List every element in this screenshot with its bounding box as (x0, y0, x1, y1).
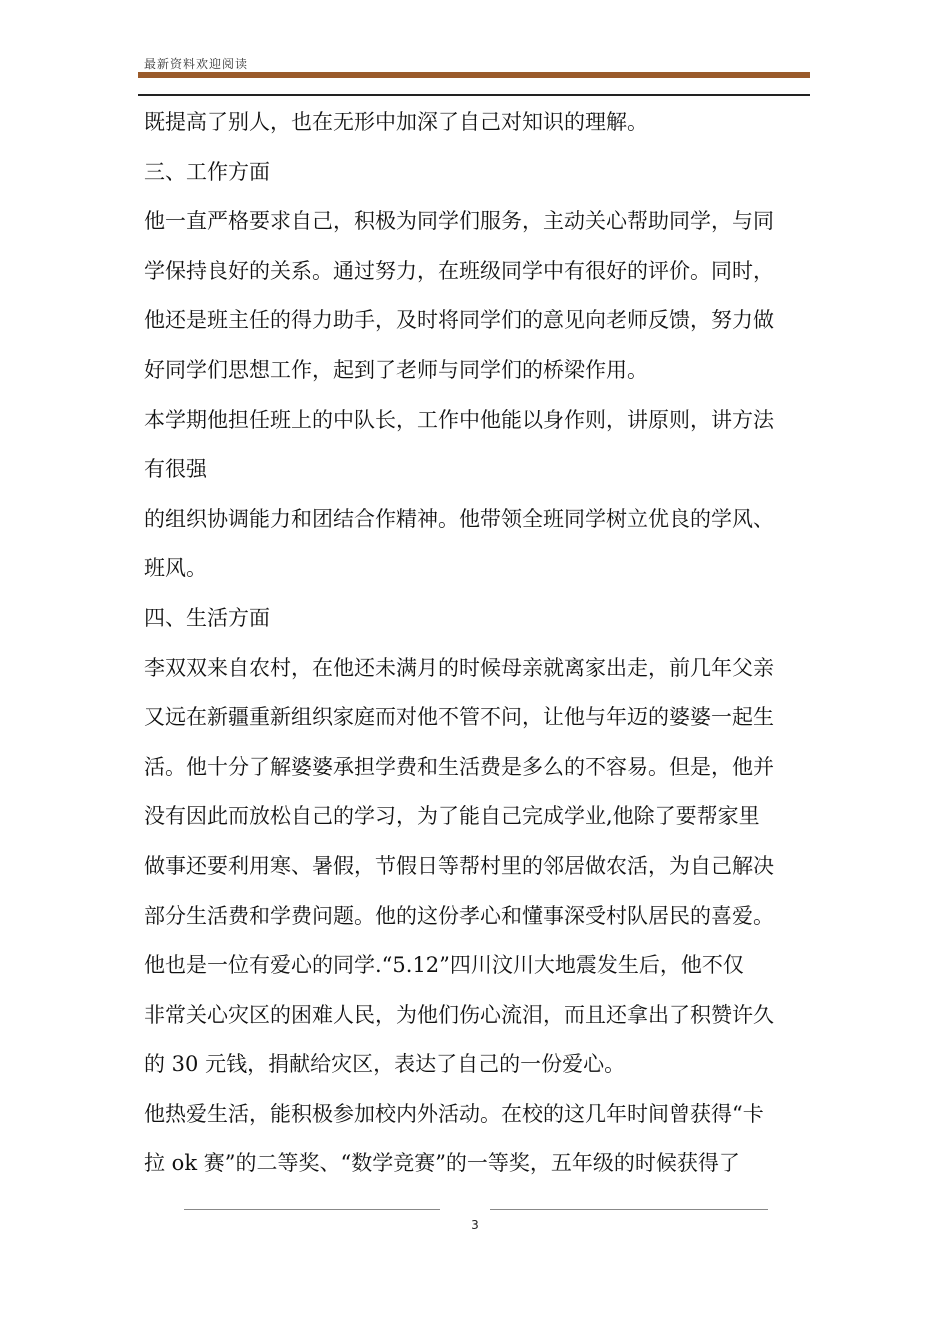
section-heading: 三、工作方面 (144, 159, 270, 184)
text-line: 活。他十分了解婆婆承担学费和生活费是多么的不容易。但是，他并 (144, 754, 774, 779)
text-line: 的组织协调能力和团结合作精神。他带领全班同学树立优良的学风、 (144, 506, 774, 531)
section-heading: 四、生活方面 (144, 605, 270, 630)
text-line: 没有因此而放松自己的学习，为了能自己完成学业,他除了要帮家里 (144, 804, 760, 829)
text-line: 班风。 (144, 556, 207, 581)
footer-rule-left (184, 1209, 440, 1210)
page-number: 3 (471, 1218, 479, 1232)
text-line: 做事还要利用寒、暑假，节假日等帮村里的邻居做农活，为自己解决 (144, 853, 774, 878)
header-rule-thin (138, 94, 810, 96)
body-text (144, 98, 824, 1189)
text-line: 非常关心灾区的困难人民，为他们伤心流泪，而且还拿出了积赞许久 (144, 1002, 774, 1027)
text-line: 好同学们思想工作，起到了老师与同学们的桥梁作用。 (144, 357, 648, 382)
text-line: 既提高了别人，也在无形中加深了自己对知识的理解。 (144, 110, 648, 134)
header-title: 最新资料欢迎阅读 (144, 57, 249, 71)
text-line: 本学期他担任班上的中队长，工作中他能以身作则，讲原则，讲方法 (144, 407, 774, 432)
text-line: 学保持良好的关系。通过努力，在班级同学中有很好的评价。同时， (144, 258, 774, 283)
text-line: 他一直严格要求自己，积极为同学们服务，主动关心帮助同学，与同 (144, 209, 774, 234)
text-line: 他也是一位有爱心的同学.“5.12”四川汶川大地震发生后，他不仅 (144, 953, 744, 978)
header-rule-thick (138, 72, 810, 78)
text-line: 有很强 (144, 457, 207, 482)
text-line: 李双双来自农村，在他还未满月的时候母亲就离家出走，前几年父亲 (144, 655, 774, 680)
text-line: 他还是班主任的得力助手，及时将同学们的意见向老师反馈，努力做 (144, 308, 774, 333)
text-line: 他热爱生活，能积极参加校内外活动。在校的这几年时间曾获得“卡 (144, 1101, 764, 1126)
text-line: 拉 ok 赛”的二等奖、“数学竞赛”的一等奖，五年级的时候获得了 (144, 1151, 740, 1176)
text-line: 部分生活费和学费问题。他的这份孝心和懂事深受村队居民的喜爱。 (144, 903, 774, 928)
footer-rule-right (490, 1209, 768, 1210)
text-line: 的 30 元钱，捐献给灾区，表达了自己的一份爱心。 (144, 1052, 626, 1077)
text-line: 又远在新疆重新组织家庭而对他不管不问，让他与年迈的婆婆一起生 (144, 705, 774, 730)
